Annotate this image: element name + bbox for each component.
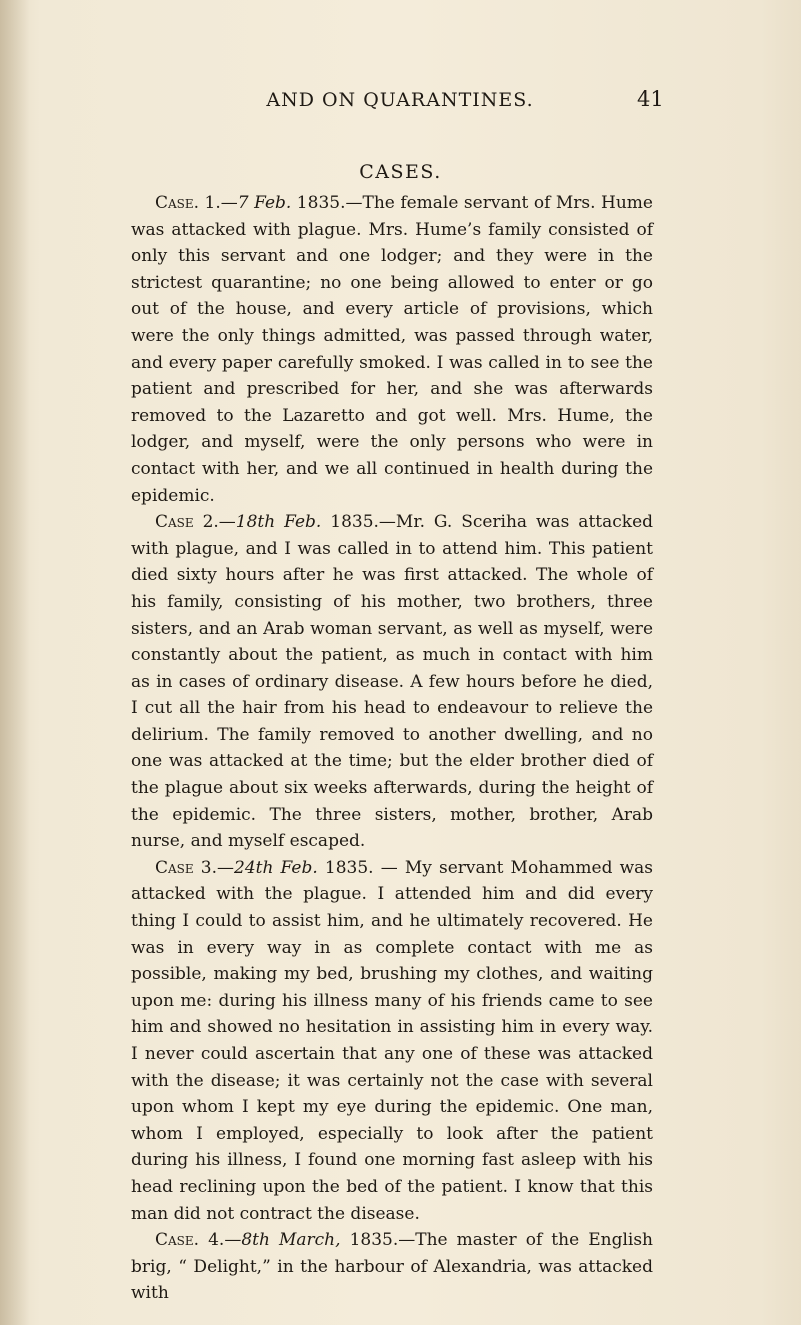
case-4-paragraph <box>131 1227 653 1307</box>
body-text <box>131 190 653 1307</box>
case-1-date: 7 Feb. <box>237 193 292 213</box>
case-2-dash: — <box>218 512 236 533</box>
case-3-text: 1835. — My servant Mohammed was attacked with the plague. I attended him and did every thing I could to assist him, and he ultimately recovered. He was in every way in as complete contact with me as possible, making my bed, brushing my clothes, and waiting upon me: during his illness many of his friends came to see him and showed no hesitation in assisting him in every way. I never could ascertain that any one of these was attacked with the disease; it was certainly not the case with several upon whom I kept my eye during the epidemic. One man, whom I employed, especially to look after the patient during his illness, I found one morning fast asleep with his head reclining upon the bed of the patient. I know that this man did not contract the disease. <box>131 857 654 1224</box>
case-4-label: Case. 4. <box>155 1230 225 1251</box>
case-2-paragraph <box>131 509 653 855</box>
case-1-dash: — <box>220 193 238 213</box>
case-1-text: 1835.—The female servant of Mrs. Hume was attacked with plague. Mrs. Hume’s family consisted of only this servant and one lodger; and they were in the strictest quarantine; no one being allowed to enter or go out of the house, and every article of provisions, which were the only things admitted, was passed through water, and every paper carefully smoked. I was called in to see the patient and prescribed for her, and she was afterwards removed to the Lazaretto and got well. Mrs. Hume, the lodger, and myself, were the only persons who were in contact with her, and we all continued in health during the epidemic. <box>131 193 653 506</box>
case-4-dash: — <box>224 1230 242 1251</box>
case-3-date: 24th Feb. <box>234 857 318 878</box>
case-1-paragraph <box>131 190 653 509</box>
case-2-date: 18th Feb. <box>235 512 322 533</box>
case-2-label: Case 2. <box>155 512 219 533</box>
case-4-text: 1835.—The master of the English brig, “ Delight,” in the harbour of Alexandria, was attacked with <box>131 1230 653 1304</box>
page-number: 41 <box>637 87 664 111</box>
running-head: AND ON QUARANTINES. <box>266 89 534 111</box>
case-3-label: Case 3. <box>155 857 218 878</box>
case-1-label: Case. 1. <box>155 193 221 213</box>
case-3-paragraph <box>131 855 653 1227</box>
binding-gutter-shadow <box>0 0 30 1325</box>
section-title: CASES. <box>359 161 442 183</box>
case-3-dash: — <box>217 857 235 878</box>
case-4-date: 8th March, <box>241 1230 341 1251</box>
case-2-text: 1835.—Mr. G. Sceriha was attacked with plague, and I was called in to attend him. This patient died sixty hours after he was first attacked. The whole of his family, consisting of his mother, two brothers, three sisters, and an Arab woman servant, as well as myself, were constantly about the patient, as much in contact with him as in cases of ordinary disease. A few hours before he died, I cut all the hair from his head to endeavour to relieve the delirium. The family removed to another dwelling, and no one was attacked at the time; but the elder brother died of the plague about six weeks afterwards, during the height of the epidemic. The three sisters, mother, brother, Arab nurse, and myself escaped. <box>131 512 654 852</box>
